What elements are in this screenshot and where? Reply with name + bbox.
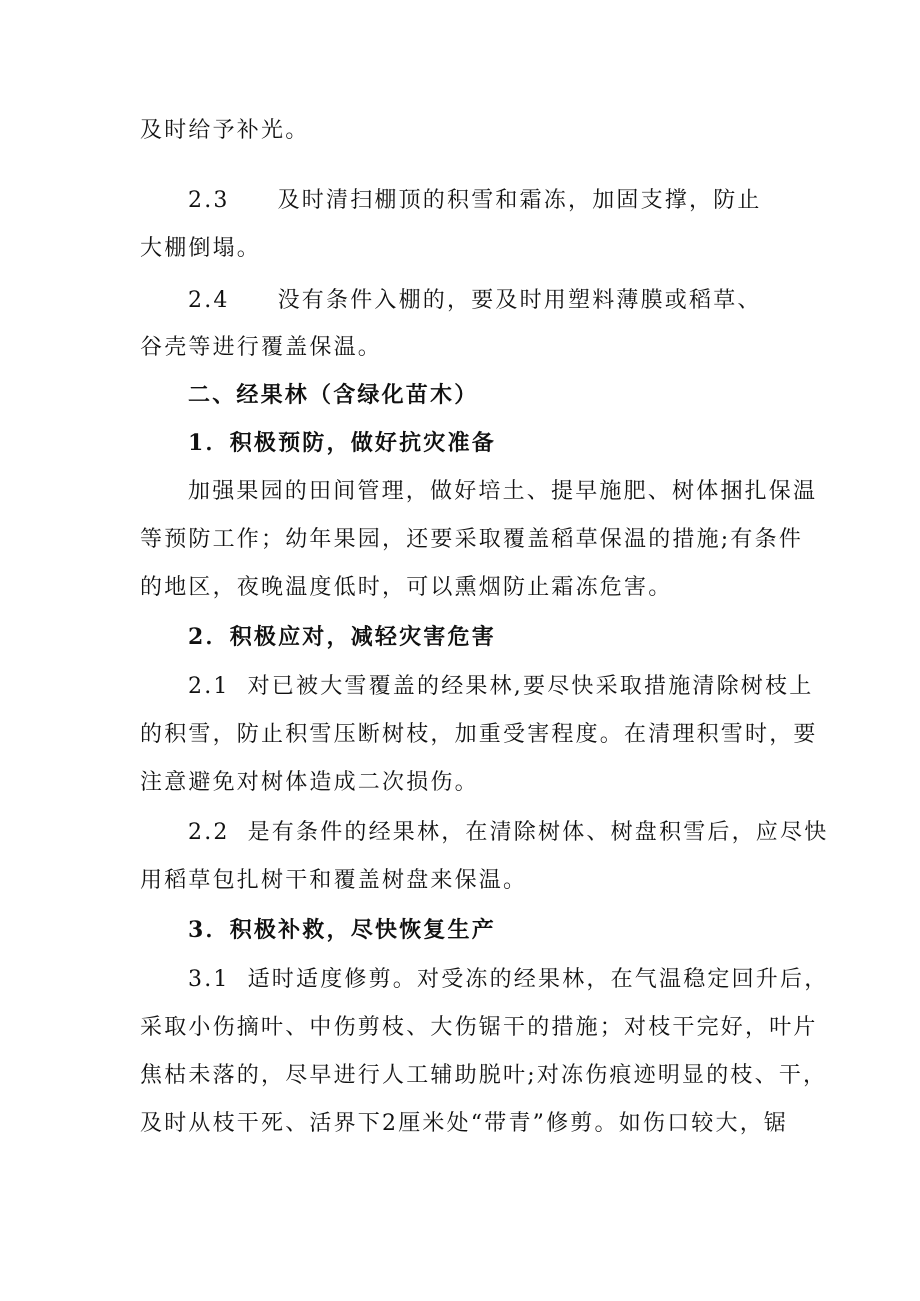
numbered-item-2-1 [188, 672, 813, 702]
paragraph-line [140, 1109, 788, 1139]
paragraph-line [140, 768, 479, 798]
paragraph-line [188, 477, 817, 507]
heading-text: 2．积极应对，减轻灾害危害 [188, 624, 496, 650]
item-number: 2.4 [188, 288, 230, 313]
paragraph-line [140, 116, 309, 146]
line-text: 谷壳等进行覆盖保温。 [140, 335, 383, 360]
line-text: 适时适度修剪。对受冻的经果林，在气温稳定回升后， [247, 967, 829, 992]
subsection-heading-2 [188, 622, 496, 652]
line-text: 的积雪，防止积雪压断树枝，加重受害程度。在清理积雪时，要 [140, 722, 818, 747]
subsection-heading-1 [188, 428, 496, 458]
line-text: 加强果园的田间管理，做好培土、提早施肥、树体捆扎保温 [188, 479, 818, 504]
line-text: 没有条件入棚的，要及时用塑料薄膜或稻草、 [277, 288, 762, 313]
item-number: 2.1 [188, 674, 230, 699]
line-text: 等预防工作；幼年果园，还要采取覆盖稻草保温的措施;有条件 [140, 527, 804, 552]
item-number: 3.1 [188, 967, 230, 992]
line-text: 对已被大雪覆盖的经果林,要尽快采取措施清除树枝上 [247, 674, 814, 699]
line-text: 是有条件的经果林，在清除树体、树盘积雪后，应尽快 [247, 820, 829, 845]
line-text: 的地区，夜晚温度低时，可以熏烟防止霜冻危害。 [140, 575, 673, 600]
line-text: 及时清扫棚顶的积雪和霜冻，加固支撑，防止 [277, 188, 762, 213]
line-text: 注意避免对树体造成二次损伤。 [140, 770, 479, 795]
subsection-heading-3 [188, 915, 496, 945]
paragraph-line [140, 333, 382, 363]
section-heading [188, 380, 478, 410]
numbered-item-2-2 [188, 818, 828, 848]
paragraph-line [140, 234, 261, 264]
line-text: 用稻草包扎树干和覆盖树盘来保温。 [140, 868, 528, 893]
paragraph-line [140, 866, 527, 896]
line-text: 及时从枝干死、活界下2厘米处“带青”修剪。如伤口较大，锯 [140, 1111, 789, 1136]
line-text: 采取小伤摘叶、中伤剪枝、大伤锯干的措施；对枝干完好，叶片 [140, 1015, 818, 1040]
numbered-item-3-1 [188, 965, 828, 995]
line-text: 焦枯未落的，尽早进行人工辅助脱叶;对冻伤痕迹明显的枝、干， [140, 1063, 828, 1088]
item-number: 2.2 [188, 820, 230, 845]
numbered-item-2-3 [188, 186, 762, 216]
paragraph-line [140, 525, 803, 555]
line-text: 及时给予补光。 [140, 118, 310, 143]
paragraph-line [140, 720, 818, 750]
numbered-item-2-4 [188, 286, 762, 316]
paragraph-line [140, 1061, 827, 1091]
heading-text: 3．积极补救，尽快恢复生产 [188, 917, 496, 943]
paragraph-line [140, 573, 672, 603]
heading-text: 二、经果林（含绿化苗木） [188, 382, 479, 408]
paragraph-line [140, 1013, 818, 1043]
item-number: 2.3 [188, 188, 230, 213]
heading-text: 1．积极预防，做好抗灾准备 [188, 430, 496, 456]
line-text: 大棚倒塌。 [140, 236, 262, 261]
